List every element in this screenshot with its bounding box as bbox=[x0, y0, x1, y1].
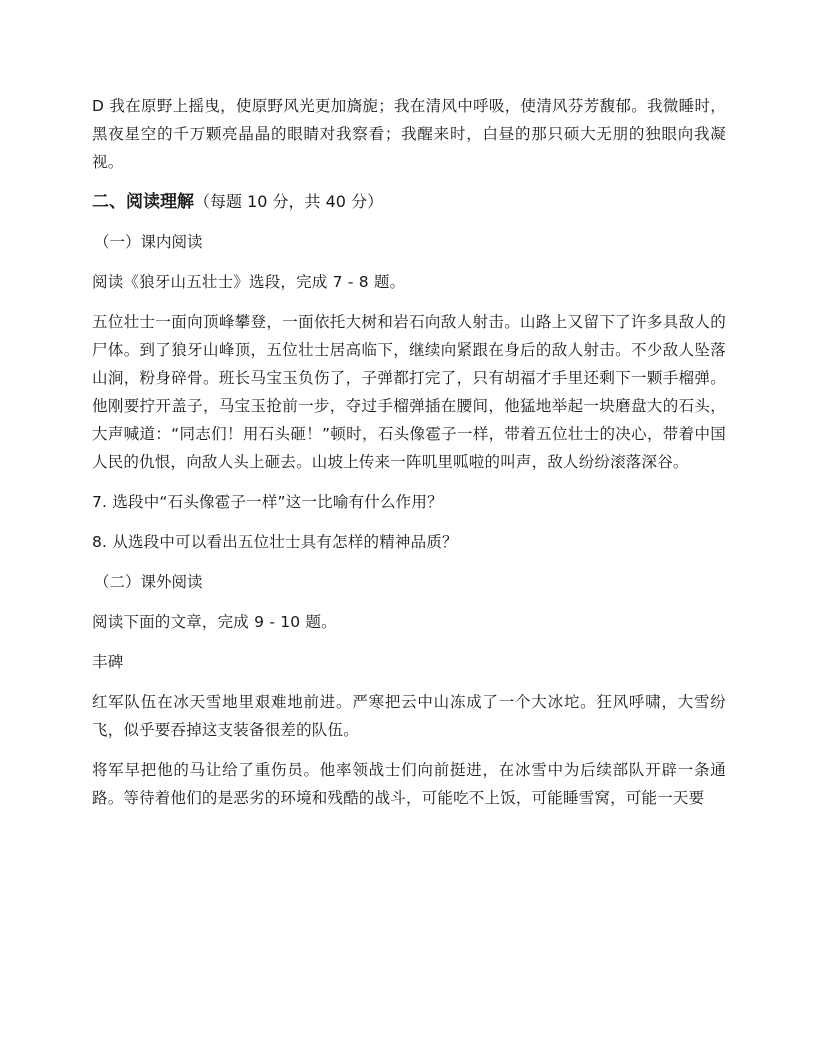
article-title: 丰碑 bbox=[92, 653, 124, 671]
part-1-heading: （一）课内阅读 bbox=[94, 233, 203, 251]
question-7: 7. 选段中“石头像雹子一样”这一比喻有什么作用？ bbox=[92, 493, 443, 511]
section-2-heading bbox=[92, 188, 726, 216]
article-paragraph-1: 红军队伍在冰天雪地里艰难地前进。严寒把云中山冻成了一个大冰坨。狂风呼啸，大雪纷飞，似乎要吞掉这支装备很差的队伍。 bbox=[92, 693, 726, 739]
section-2-title: 二、阅读理解 bbox=[92, 192, 194, 212]
part-2-heading: （二）课外阅读 bbox=[94, 573, 203, 591]
article-paragraph-2: 将军早把他的马让给了重伤员。他率领战士们向前挺进，在冰雪中为后续部队开辟一条通路。等待着他们的是恶劣的环境和残酷的战斗，可能吃不上饭，可能睡雪窝，可能一天要 bbox=[92, 761, 726, 807]
option-d-text: D 我在原野上摇曳，使原野风光更加旖旎；我在清风中呼吸，使清风芬芳馥郁。我微睡时，黑夜星空的千万颗亮晶晶的眼睛对我察看；我醒来时，白昼的那只硕大无朋的独眼向我凝视。 bbox=[92, 97, 726, 171]
part-1-instruction: 阅读《狼牙山五壮士》选段，完成 7 - 8 题。 bbox=[92, 273, 406, 291]
question-8: 8. 从选段中可以看出五位壮士具有怎样的精神品质？ bbox=[92, 533, 458, 551]
part-1-passage: 五位壮士一面向顶峰攀登，一面依托大树和岩石向敌人射击。山路上又留下了许多具敌人的尸体。到了狼牙山峰顶，五位壮士居高临下，继续向紧跟在身后的敌人射击。不少敌人坠落山涧，粉身碎骨。班长马宝玉负伤了，子弹都打完了，只有胡福才手里还剩下一颗手榴弹。他刚要拧开盖子，马宝玉抢前一步，夺过手榴弹插在腰间，他猛地举起一块磨盘大的石头，大声喊道：“同志们！用石头砸！”顿时，石头像雹子一样，带着五位壮士的决心，带着中国人民的仇恨，向敌人头上砸去。山坡上传来一阵叽里呱啦的叫声，敌人纷纷滚落深谷。 bbox=[92, 313, 726, 471]
part-2-instruction: 阅读下面的文章，完成 9 - 10 题。 bbox=[92, 613, 337, 631]
document-page bbox=[92, 92, 726, 824]
section-2-score-note: （每题 10 分，共 40 分） bbox=[194, 192, 384, 211]
